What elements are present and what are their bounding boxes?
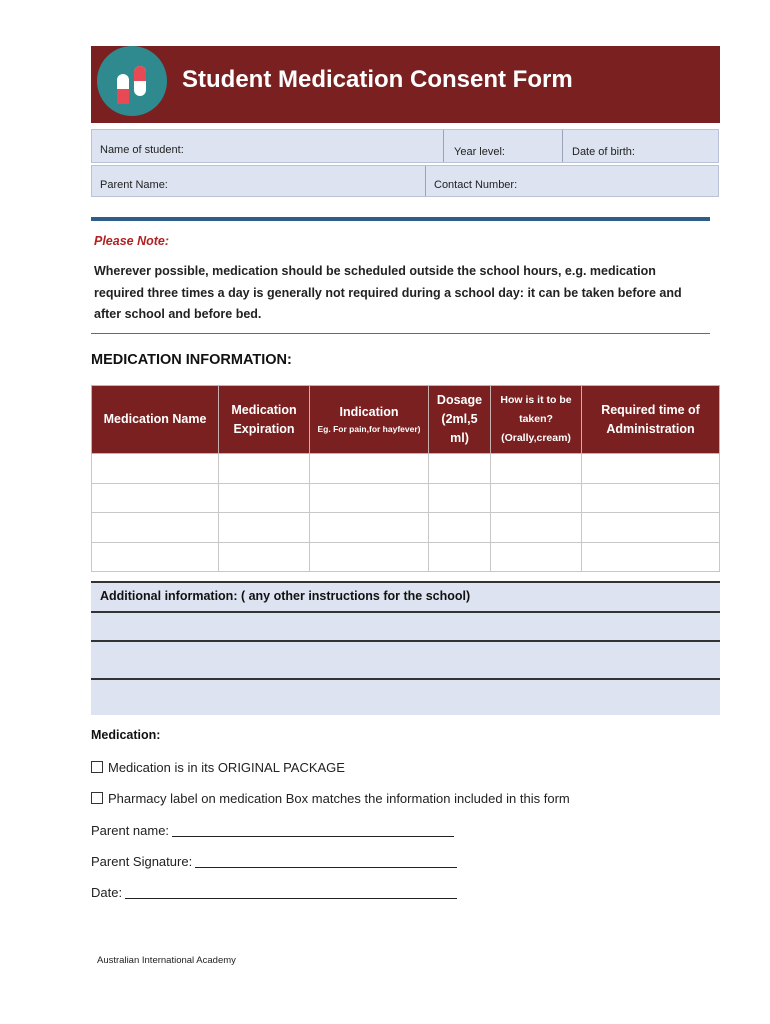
table-cell[interactable] [491,454,582,484]
date-line [91,885,457,900]
parent-signature-input[interactable] [195,856,457,868]
table-cell[interactable] [429,454,491,484]
student-info-row-1 [91,129,719,163]
table-cell[interactable] [92,542,219,572]
additional-info-line [91,678,720,680]
note-divider [91,333,710,334]
column-header-medication-name: Medication Name [92,386,219,454]
divider [443,130,444,162]
additional-info-line [91,611,720,613]
table-cell[interactable] [491,542,582,572]
table-cell[interactable] [310,513,429,543]
parent-signature-line [91,854,457,869]
parent-signature-label: Parent Signature: [91,854,193,869]
divider [562,130,563,162]
note-title: Please Note: [94,234,170,248]
additional-info-line [91,581,720,583]
pharmacy-label-check [91,791,570,806]
year-level-field[interactable]: Year level: [454,146,505,158]
student-info-row-2 [91,165,719,197]
table-cell[interactable] [429,542,491,572]
table-row [92,513,720,543]
date-input[interactable] [125,887,457,899]
medication-info-title: MEDICATION INFORMATION: [91,352,292,368]
column-header-administration-time: Required time of Administration [582,386,720,454]
page-title: Student Medication Consent Form [182,66,573,93]
original-package-label: Medication is in its ORIGINAL PACKAGE [108,760,345,775]
date-of-birth-field[interactable]: Date of birth: [572,146,635,158]
checkbox-pharmacy-label[interactable] [91,792,103,804]
additional-info-title: Additional information: ( any other instructions for the school) [100,589,471,603]
table-cell[interactable] [429,483,491,513]
checkbox-original-package[interactable] [91,761,103,773]
table-cell[interactable] [582,513,720,543]
section-divider [91,217,710,221]
pharmacy-label-text: Pharmacy label on medication Box matches the information included in this form [108,791,570,806]
table-cell[interactable] [92,483,219,513]
column-header-expiration: Medication Expiration [219,386,310,454]
table-cell[interactable] [582,454,720,484]
table-cell[interactable] [92,513,219,543]
table-cell[interactable] [219,513,310,543]
table-cell[interactable] [491,483,582,513]
table-cell[interactable] [310,454,429,484]
table-cell[interactable] [219,542,310,572]
date-label: Date: [91,885,123,900]
table-cell[interactable] [92,454,219,484]
column-header-how-taken: How is it to be taken? (Orally,cream) [491,386,582,454]
table-cell[interactable] [491,513,582,543]
student-name-field[interactable]: Name of student: [100,144,184,156]
table-cell[interactable] [582,542,720,572]
table-row [92,454,720,484]
column-header-dosage: Dosage (2ml,5 ml) [429,386,491,454]
medication-table [91,385,720,572]
table-cell[interactable] [219,454,310,484]
parent-name-input[interactable] [172,825,454,837]
note-text: Wherever possible, medication should be scheduled outside the school hours, e.g. medication required three times a day is generally not required during a school day: it can be taken before and after school and before bed. [94,264,682,321]
parent-name-label: Parent name: [91,823,170,838]
table-row [92,542,720,572]
pills-icon [97,46,167,116]
original-package-check [91,760,345,775]
column-header-indication: Indication Eg. For pain,for hayfever) [310,386,429,454]
table-row [92,483,720,513]
table-cell[interactable] [582,483,720,513]
contact-number-field[interactable]: Contact Number: [434,179,518,191]
medication-label: Medication: [91,728,161,742]
footer-organization: Australian International Academy [97,955,236,966]
table-cell[interactable] [429,513,491,543]
parent-name-field[interactable]: Parent Name: [100,179,168,191]
parent-name-line [91,823,454,838]
table-cell[interactable] [219,483,310,513]
table-cell[interactable] [310,542,429,572]
additional-info-line [91,640,720,642]
divider [425,166,426,196]
table-cell[interactable] [310,483,429,513]
